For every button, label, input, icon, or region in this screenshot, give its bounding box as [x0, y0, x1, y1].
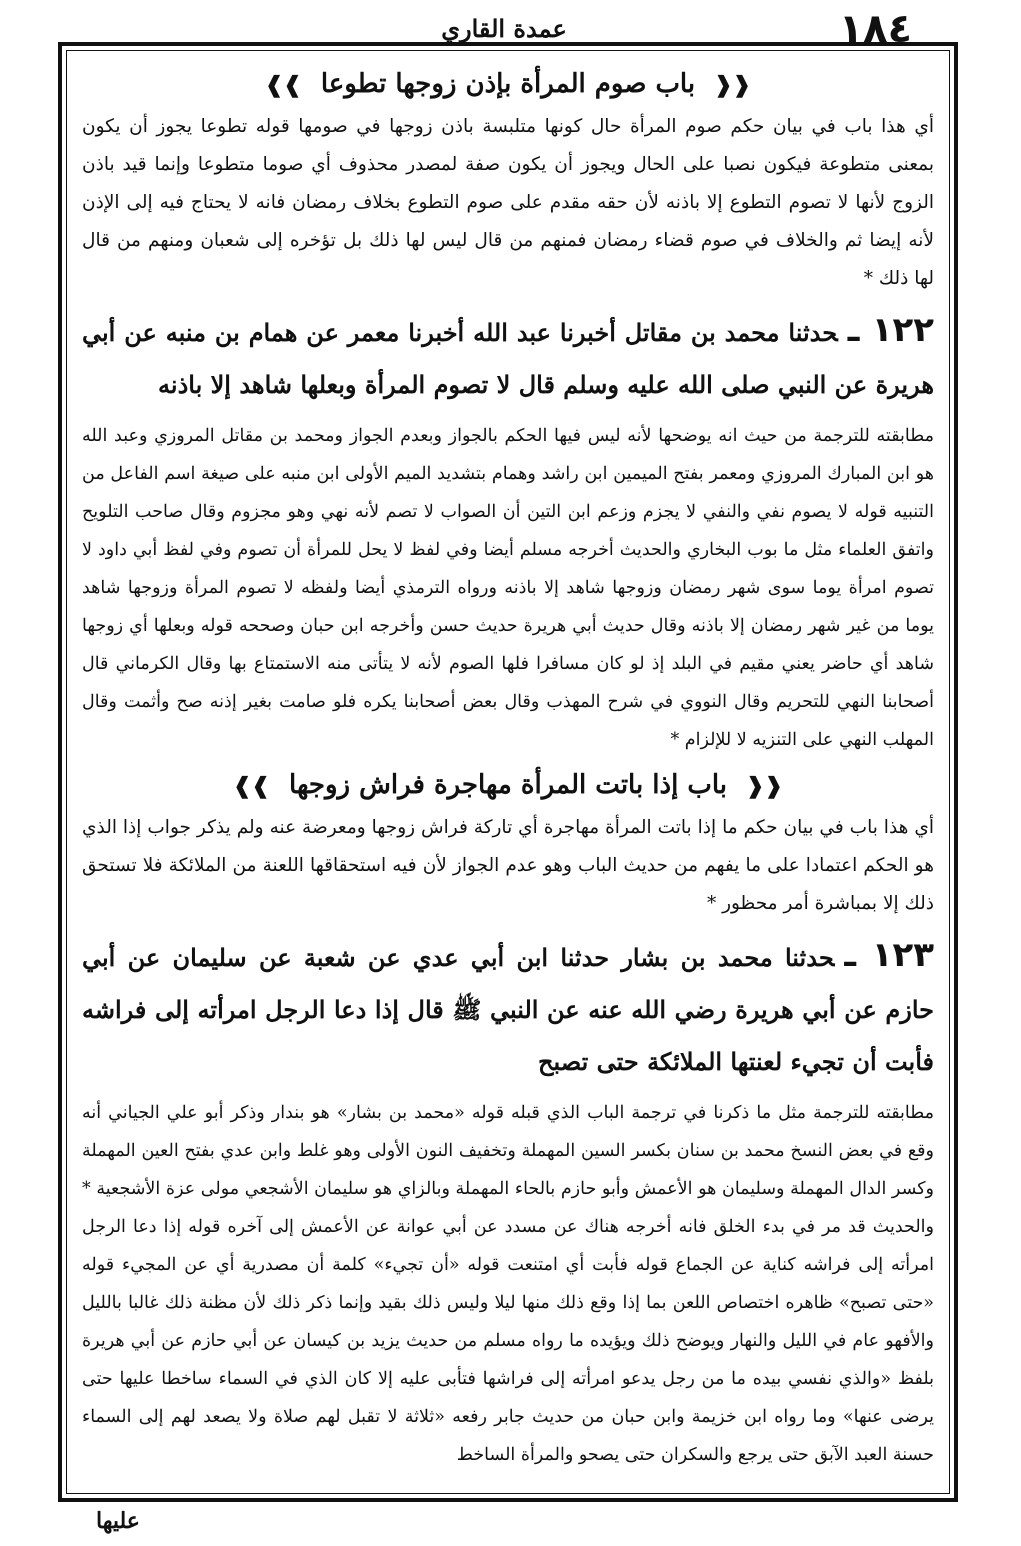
- chapter-heading-text: باب صوم المرأة بإذن زوجها تطوعا: [320, 69, 696, 99]
- chapter-heading-text: باب إذا باتت المرأة مهاجرة فراش زوجها: [289, 770, 727, 800]
- chapter-intro: أي هذا باب في بيان حكم صوم المرأة حال كونها متلبسة باذن زوجها في صومها قوله تطوعا يجوز أن يكون بمعنى متطوعة فيكون نصبا على الحال ويجوز أن يكون صفة لمصدر محذوف أي صوما متطوعا وإنما قيد باذن الزوج لأنها لا تصوم التطوع إلا باذنه لأن حقه مقدم على صوم التطوع بخلاف رمضان فانه لا يحتاج فيه إلى الإذن لأنه إيضا ثم والخلاف في صوم قضاء رمضان فمنهم من قال ليس لها ذلك بل تؤخره إلى شعبان ومنهم من قال لها ذلك *: [82, 116, 934, 289]
- page-body: [82, 64, 934, 1480]
- commentary: مطابقته للترجمة من حيث انه يوضحها لأنه ليس فيها الحكم بالجواز وبعدم الجواز ومحمد بن مقاتل المروزي وعبد الله هو ابن المبارك المروزي ومعمر بفتح الميمين ابن راشد وهمام بتشديد الميم الأولى ابن منبه على صيغة اسم الفاعل من التنبيه قوله لا يصوم نفي والنفي لا يجزم وزعم ابن التين أن الصواب لا تصم لأنه نهي وهو مجزوم وقال صاحب التلويح واتفق العلماء مثل ما بوب البخاري والحديث أخرجه مسلم أيضا وفي لفظ لا يحل للمرأة أن تصوم وفي لفظ أبي داود لا تصوم امرأة يوما سوى شهر رمضان وزوجها شاهد إلا باذنه ورواه الترمذي أيضا ولفظه لا تصوم المرأة وزوجها شاهد يوما من غير شهر رمضان إلا باذنه وقال حديث أبي هريرة حديث حسن وأخرجه ابن حبان وصححه قوله وبعلها أي زوجها شاهد أي حاضر يعني مقيم في البلد إذ لو كان مسافرا فلها الصوم لأنه لا يتأتى منه الاستمتاع بها وقال الكرماني قال أصحابنا النهي للتحريم وقال النووي في شرح المهذب وقال بعض أصحابنا يكره فلو صامت بغير إذنه صح وأثمت وقال المهلب النهي على التنزيه لا للإلزام *: [82, 426, 934, 750]
- hadith-text: [82, 304, 934, 411]
- hadith-body: حدثنا محمد بن مقاتل أخبرنا عبد الله أخبرنا معمر عن همام بن منبه عن أبي هريرة عن النبي صلى الله عليه وسلم قال لا تصوم المرأة وبعلها شاهد إلا باذنه: [82, 318, 934, 399]
- catchword: عليها: [96, 1508, 140, 1534]
- chapter-intro: أي هذا باب في بيان حكم ما إذا باتت المرأة مهاجرة أي تاركة فراش زوجها ومعرضة عنه ولم يذكر جواب إذا الذي هو الحكم اعتمادا على ما يفهم من حديث الباب وهو عدم الجواز لأن فيه استحقاقها اللعنة من الملائكة فلا تستحق ذلك إلا بمباشرة أمر محظور *: [82, 817, 934, 914]
- hadith-text: [82, 929, 934, 1088]
- ornament-icon: ❰❰: [746, 773, 783, 799]
- commentary: مطابقته للترجمة مثل ما ذكرنا في ترجمة الباب الذي قبله قوله «محمد بن بشار» هو بندار وذكر أبو علي الجياني أنه وقع في بعض النسخ محمد بن سنان بكسر السين المهملة وتخفيف النون الأولى وهو غلط وابن عدي بفتح العين المهملة وكسر الدال المهملة وسليمان هو الأعمش وأبو حازم بالحاء المهملة وبالزاي هو سليمان الأشجعي مولى عزة الأشجعية * والحديث قد مر في بدء الخلق فانه أخرجه هناك عن مسدد عن أبي عوانة عن الأعمش إلى آخره قوله إذا دعا الرجل امرأته إلى فراشه كناية عن الجماع قوله فأبت أي امتنعت قوله «أن تجيء» كلمة أن مصدرية أي عن المجيء قوله «حتى تصبح» ظاهره اختصاص اللعن بما إذا وقع ذلك منها ليلا وليس ذلك بقيد وإنما ذكر ذلك لأن مظنة ذلك غالبا بالليل والأفهو عام في الليل والنهار ويوضح ذلك ويؤيده ما رواه مسلم من حديث يزيد بن كيسان عن أبي حازم عن أبي هريرة بلفظ «والذي نفسي بيده ما من رجل يدعو امرأته إلى فراشها فتأبى عليه إلا كان الذي في السماء ساخطا عليها حتى يرضى عنها» وما رواه ابن خزيمة وابن حبان من حديث جابر رفعه «ثلاثة لا تقبل لهم صلاة ولا يصعد لهم إلى السماء حسنة العبد الآبق حتى يرجع والسكران حتى يصحو والمرأة الساخط: [82, 1103, 934, 1465]
- text-frame: [58, 42, 958, 1502]
- ornament-icon: ❱❱: [264, 72, 302, 98]
- chapter-heading: [82, 765, 934, 805]
- running-title: عمدة القاري: [441, 14, 567, 43]
- hadith-number: ١٢٣ ـ: [844, 935, 934, 975]
- chapter-heading: [82, 64, 934, 104]
- hadith-body: حدثنا محمد بن بشار حدثنا ابن أبي عدي عن شعبة عن سليمان عن أبي حازم عن أبي هريرة رضي الله عنه عن النبي ﷺ قال إذا دعا الرجل امرأته إلى فراشه فأبت أن تجيء لعنتها الملائكة حتى تصبح: [82, 943, 934, 1076]
- ornament-icon: ❰❰: [714, 72, 752, 98]
- hadith-number: ١٢٢ ـ: [847, 310, 934, 350]
- page-number: ١٨٤: [838, 6, 912, 52]
- ornament-icon: ❱❱: [233, 773, 270, 799]
